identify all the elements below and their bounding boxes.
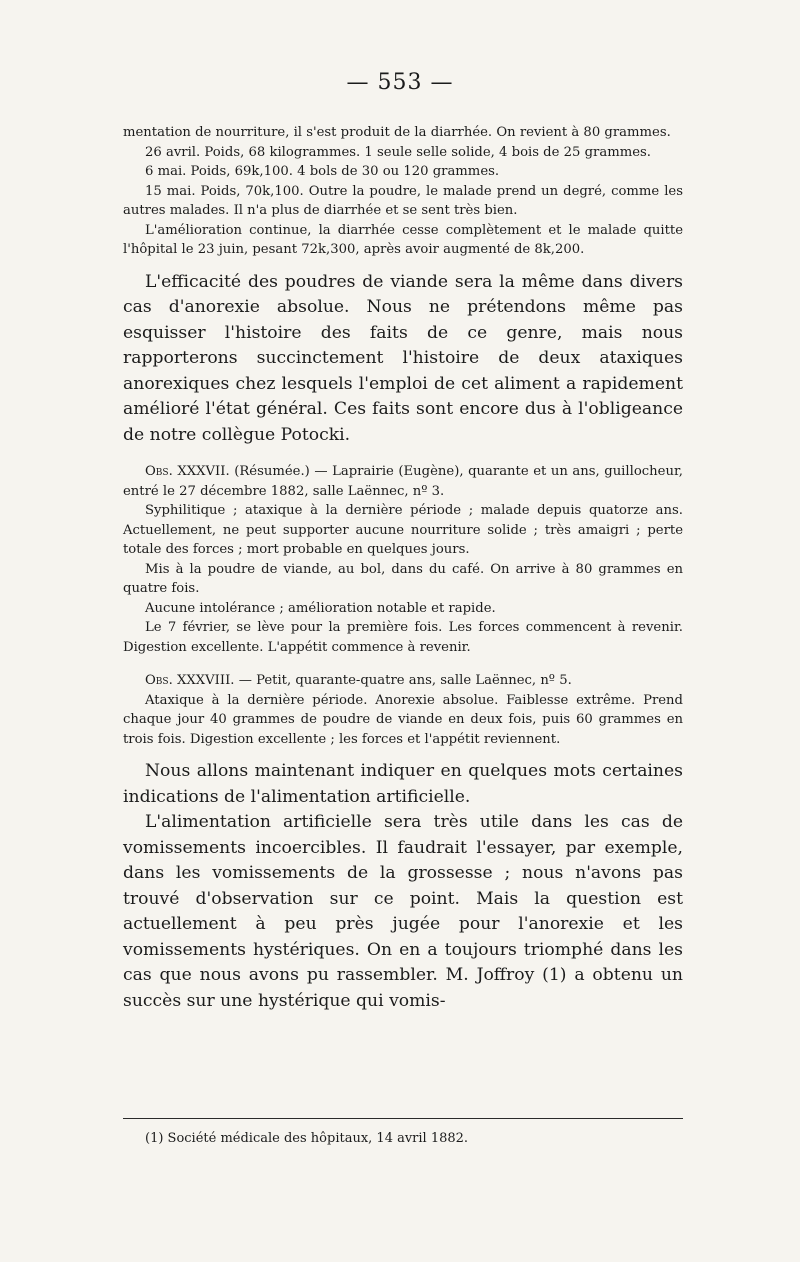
intro-line: mentation de nourriture, il s'est produit de la diarrhée. On revient à 80 grammes. [123, 125, 671, 140]
obs38-label: Obs. XXXVIII. [145, 673, 235, 688]
obs37-label: Obs. XXXVII. [145, 464, 230, 479]
page-body [123, 123, 683, 1014]
obs38-line: Ataxique à la dernière période. Anorexie absolue. Faiblesse extrême. Prend chaque jour 40 grammes de poudre de viande en deux fois, puis 60 grammes en trois fois. Digestion excellente ; les forces et l'appétit reviennent. [123, 692, 683, 747]
obs38-summary: — Petit, quarante-quatre ans, salle Laënnec, nº 5. [238, 673, 572, 688]
observation-38 [123, 671, 683, 749]
page-number: — 553 — [346, 70, 454, 95]
intro-line: 26 avril. Poids, 68 kilogrammes. 1 seule selle solide, 4 bois de 25 grammes. [145, 144, 651, 160]
obs37-summary: (Résumée.) — Laprairie (Eugène), quarante et un ans, guillocheur, entré le 27 décembre 1882, salle Laënnec, nº 3. [123, 464, 683, 499]
paragraph-efficacite: L'efficacité des poudres de viande sera la même dans divers cas d'anorexie absolue. Nous ne prétendons même pas esquisser l'histoire des faits de ce genre, mais nous rapporterons succinctement l'histoire de deux ataxiques anorexiques chez lesquels l'emploi de cet aliment a rapidement amélioré l'état général. Ces faits sont encore dus à l'obligeance de notre collègue Potocki. [123, 271, 683, 445]
section-efficacite [123, 270, 683, 449]
obs38-heading [123, 671, 683, 691]
obs37-line: Mis à la poudre de viande, au bol, dans du café. On arrive à 80 grammes en quatre fois. [123, 561, 683, 596]
section-indications [123, 759, 683, 1014]
footnote-rule [123, 1118, 683, 1119]
footnote: (1) Société médicale des hôpitaux, 14 avril 1882. [145, 1131, 469, 1146]
obs37-heading [123, 462, 683, 501]
observation-37 [123, 462, 683, 657]
obs37-line: Aucune intolérance ; amélioration notable et rapide. [145, 600, 496, 616]
intro-line: L'amélioration continue, la diarrhée cesse complètement et le malade quitte l'hôpital le 23 juin, pesant 72k,300, après avoir augmenté de 8k,200. [123, 222, 683, 257]
obs37-line: Syphilitique ; ataxique à la dernière période ; malade depuis quatorze ans. Actuellement, ne peut supporter aucune nourriture solide ; très amaigri ; perte totale des forces ; mort probable en quelques jours. [123, 503, 683, 557]
observation-continuation [123, 123, 683, 260]
paragraph-indications: Nous allons maintenant indiquer en quelques mots certaines indications de l'alimentation artificielle. [123, 761, 683, 807]
intro-line: 6 mai. Poids, 69k,100. 4 bols de 30 ou 120 grammes. [145, 164, 500, 179]
intro-line: 15 mai. Poids, 70k,100. Outre la poudre, le malade prend un degré, comme les autres malades. Il n'a plus de diarrhée et se sent très bien. [123, 183, 683, 218]
obs37-line: Le 7 février, se lève pour la première fois. Les forces commencent à revenir. Digestion excellente. L'appétit commence à revenir. [123, 620, 683, 655]
paragraph-alimentation: L'alimentation artificielle sera très utile dans les cas de vomissements incoercibles. Il faudrait l'essayer, par exemple, dans les vomissements de la grossesse ; nous n'avons pas trouvé d'observation sur ce point. Mais la question est actuellement à peu près jugée pour l'anorexie et les vomissements hystériques. On en a toujours triomphé dans les cas que nous avons pu rassembler. M. Joffroy (1) a obtenu un succès sur une hystérique qui vomis- [123, 812, 683, 1011]
